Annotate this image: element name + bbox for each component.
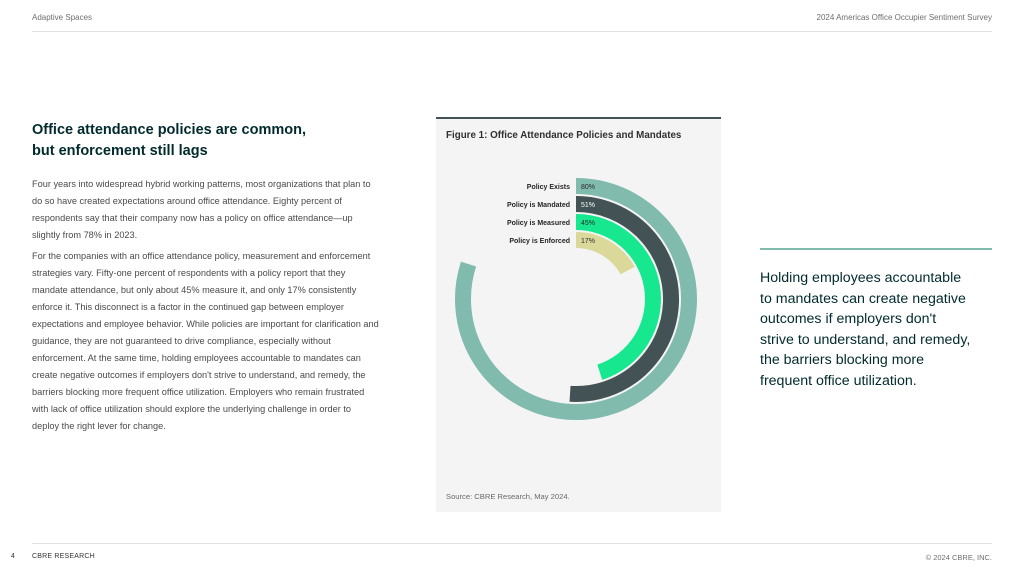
value-label-policy-is-mandated: 51%: [581, 201, 596, 209]
pullquote-line-5: the barriers blocking more: [760, 352, 925, 369]
category-label-policy-is-enforced: Policy is Enforced: [509, 237, 570, 245]
header-divider: [32, 31, 992, 32]
article-body: [32, 176, 380, 439]
pullquote-line-4: strive to understand, and remedy,: [760, 331, 971, 348]
footer-copyright: © 2024 CBRE, INC.: [925, 553, 992, 562]
category-label-policy-is-mandated: Policy is Mandated: [506, 201, 570, 209]
article-headline: [32, 120, 362, 162]
pullquote-line-1: Holding employees accountable: [760, 270, 962, 286]
header-report-title: 2024 Americas Office Occupier Sentiment Survey: [816, 13, 992, 22]
category-label-policy-is-measured: Policy is Measured: [506, 219, 570, 227]
header-section-label: Adaptive Spaces: [32, 13, 93, 22]
pullquote: [760, 268, 995, 392]
pullquote-line-6: frequent office utilization.: [760, 372, 917, 389]
body-paragraph-2: For the companies with an office attendance policy, measurement and enforcement strategies vary. Fifty-one percent of respondents with a policy report that they mandate attendance, but only about 45% measure it, and only 17% consistently enforce it. This disconnect is a factor in the continued gap between employer expectations and employee behavior. While policies are important for clarification and guidance, they are not guaranteed to drive compliance, especially without enforcement. At the same time, holding employees accountable to mandates can create negative outcomes if employers don't strive to understand, and remedy, the barriers blocking more frequent office utilization. Employers who remain frustrated with lack of office utilization should explore the underlying challenge in order to deploy the right lever for change.: [32, 251, 379, 431]
value-label-policy-exists: 80%: [581, 183, 596, 191]
headline-line-2: but enforcement still lags: [32, 143, 208, 159]
pullquote-line-3: outcomes if employers don't: [760, 311, 937, 328]
figure-title: Figure 1: Office Attendance Policies and Mandates: [446, 130, 682, 141]
pullquote-line-2: to mandates can create negative: [760, 290, 966, 307]
body-paragraph-1: Four years into widespread hybrid working patterns, most organizations that plan to do so have created expectations around office attendance. Eighty percent of respondents say that their company now has a policy on office attendance—up slightly from 78% in 2023.: [32, 179, 371, 240]
footer-divider: [32, 543, 992, 544]
figure-source: Source: CBRE Research, May 2024.: [446, 492, 570, 501]
figure-panel: [436, 117, 721, 512]
radial-bar-chart: [436, 119, 721, 512]
category-label-policy-exists: Policy Exists: [526, 183, 570, 191]
headline-line-1: Office attendance policies are common,: [32, 122, 306, 138]
footer-brand: CBRE RESEARCH: [32, 553, 95, 560]
pullquote-divider: [760, 248, 992, 250]
value-label-policy-is-enforced: 17%: [581, 237, 596, 245]
value-label-policy-is-measured: 45%: [581, 219, 596, 227]
page-number: 4: [11, 553, 15, 560]
